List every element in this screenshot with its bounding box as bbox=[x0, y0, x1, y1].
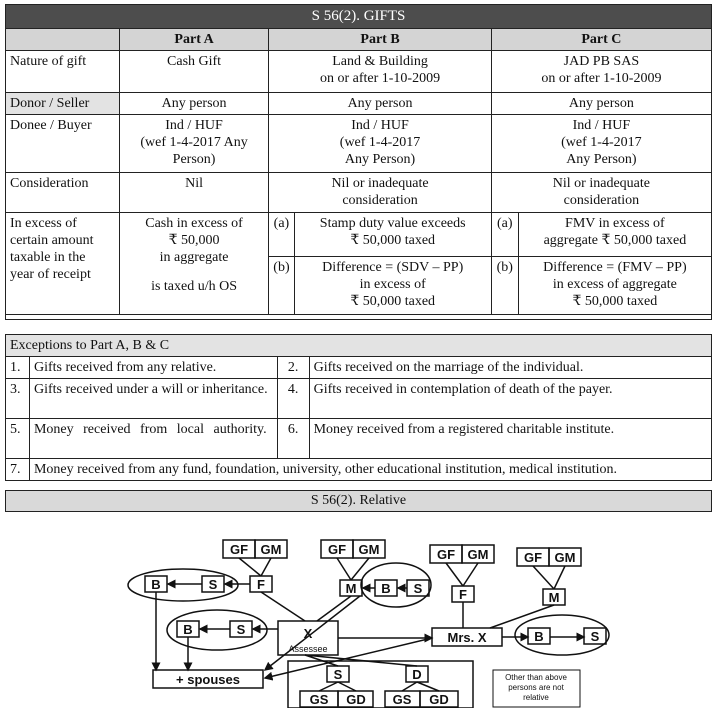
excess-c-b-mark: (b) bbox=[491, 257, 518, 315]
f-label: F bbox=[257, 577, 265, 592]
row-label-donee: Donee / Buyer bbox=[6, 115, 120, 173]
gf-label: GF bbox=[229, 542, 249, 557]
relative-diagram bbox=[5, 518, 712, 708]
b-label: B bbox=[183, 622, 193, 637]
gm-label: GM bbox=[260, 542, 282, 557]
s-label: S bbox=[333, 667, 343, 682]
f-label: F bbox=[459, 587, 467, 602]
excess-b-a-mark: (a) bbox=[269, 213, 294, 257]
donor-c: Any person bbox=[491, 93, 711, 115]
s-label: S bbox=[413, 581, 423, 596]
exception-num: 5. bbox=[6, 419, 30, 459]
gm-label: GM bbox=[554, 550, 576, 565]
excess-c-a-mark: (a) bbox=[491, 213, 518, 257]
mrs-x-label: Mrs. X bbox=[447, 630, 487, 645]
nature-a: Cash Gift bbox=[119, 51, 268, 93]
donor-b: Any person bbox=[269, 93, 492, 115]
table-title: S 56(2). GIFTS bbox=[6, 5, 712, 29]
b-label: B bbox=[151, 577, 161, 592]
donor-a: Any person bbox=[119, 93, 268, 115]
exceptions-title: Exceptions to Part A, B & C bbox=[6, 335, 712, 357]
note-line-1: Other than above bbox=[505, 673, 567, 682]
consideration-a: Nil bbox=[119, 173, 268, 213]
b-label: B bbox=[534, 629, 544, 644]
gs-label: GS bbox=[392, 692, 412, 707]
exception-text: Gifts received from any relative. bbox=[29, 357, 277, 379]
row-label-excess: In excess of certain amount taxable in the year of receipt bbox=[6, 213, 120, 315]
gd-label: GD bbox=[346, 692, 366, 707]
note-line-3: relative bbox=[523, 693, 549, 702]
b-label: B bbox=[381, 581, 391, 596]
divider bbox=[6, 315, 712, 320]
col-part-a: Part A bbox=[119, 29, 268, 51]
s-label: S bbox=[590, 629, 600, 644]
gf-label: GF bbox=[523, 550, 543, 565]
donee-b: Ind / HUF (wef 1-4-2017 Any Person) bbox=[269, 115, 492, 173]
exception-num: 1. bbox=[6, 357, 30, 379]
nature-b: Land & Building on or after 1-10-2009 bbox=[269, 51, 492, 93]
exception-text: Money received from a registered charitable institute. bbox=[309, 419, 711, 459]
excess-a: Cash in excess of ₹ 50,000 in aggregate is taxed u/h OS bbox=[119, 213, 268, 315]
exceptions-table bbox=[5, 334, 712, 481]
excess-b-a: Stamp duty value exceeds ₹ 50,000 taxed bbox=[294, 213, 491, 257]
excess-c-b: Difference = (FMV – PP) in excess of aggregate ₹ 50,000 taxed bbox=[518, 257, 711, 315]
gifts-table bbox=[5, 4, 712, 320]
d-label: D bbox=[412, 667, 422, 682]
row-label-donor: Donor / Seller bbox=[6, 93, 120, 115]
donee-c: Ind / HUF (wef 1-4-2017 Any Person) bbox=[491, 115, 711, 173]
exception-text: Money received from local authority. bbox=[29, 419, 277, 459]
consideration-c: Nil or inadequate consideration bbox=[491, 173, 711, 213]
gm-label: GM bbox=[358, 542, 380, 557]
col-part-b: Part B bbox=[269, 29, 492, 51]
gf-label: GF bbox=[436, 547, 456, 562]
nature-c: JAD PB SAS on or after 1-10-2009 bbox=[491, 51, 711, 93]
assessee-label: Assessee bbox=[288, 644, 328, 654]
s-label: S bbox=[208, 577, 218, 592]
row-label-nature: Nature of gift bbox=[6, 51, 120, 93]
note-line-2: persons are not bbox=[508, 683, 564, 692]
donee-a: Ind / HUF (wef 1-4-2017 Any Person) bbox=[119, 115, 268, 173]
gd-label: GD bbox=[429, 692, 449, 707]
consideration-b: Nil or inadequate consideration bbox=[269, 173, 492, 213]
exception-text: Gifts received under a will or inheritance. bbox=[29, 379, 277, 419]
exception-num: 3. bbox=[6, 379, 30, 419]
gs-label: GS bbox=[309, 692, 329, 707]
exception-text: Gifts received in contemplation of death of the payer. bbox=[309, 379, 711, 419]
excess-b-b-mark: (b) bbox=[269, 257, 294, 315]
exception-text: Gifts received on the marriage of the individual. bbox=[309, 357, 711, 379]
row-label-consideration: Consideration bbox=[6, 173, 120, 213]
s-label: S bbox=[236, 622, 246, 637]
m-label: M bbox=[345, 581, 357, 596]
exception-num: 6. bbox=[277, 419, 309, 459]
gf-label: GF bbox=[327, 542, 347, 557]
x-label: X bbox=[303, 626, 313, 641]
excess-c-a: FMV in excess of aggregate ₹ 50,000 taxed bbox=[518, 213, 711, 257]
gm-label: GM bbox=[467, 547, 489, 562]
m-label: M bbox=[548, 590, 560, 605]
corner-cell bbox=[6, 29, 120, 51]
col-part-c: Part C bbox=[491, 29, 711, 51]
excess-b-b: Difference = (SDV – PP) in excess of ₹ 50,000 taxed bbox=[294, 257, 491, 315]
relative-section bbox=[5, 490, 712, 708]
relative-title: S 56(2). Relative bbox=[5, 490, 712, 512]
exception-num: 4. bbox=[277, 379, 309, 419]
spouses-label: + spouses bbox=[176, 672, 240, 687]
exception-text: Money received from any fund, foundation, university, other educational institution, medical institution. bbox=[29, 459, 711, 481]
exception-num: 7. bbox=[6, 459, 30, 481]
exception-num: 2. bbox=[277, 357, 309, 379]
